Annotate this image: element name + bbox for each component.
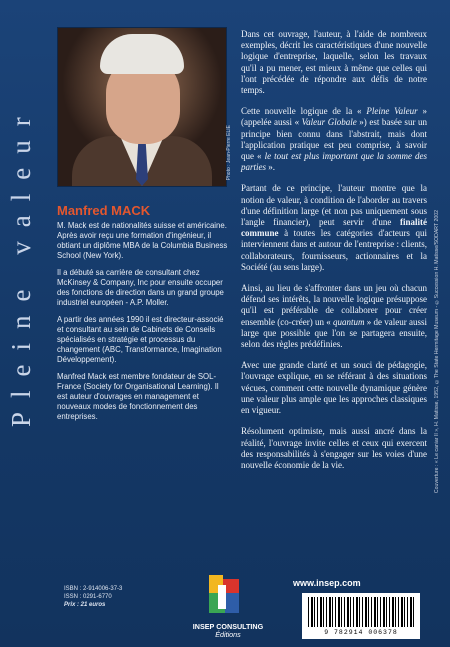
isbn-block xyxy=(64,585,122,609)
description-paragraph-1: Dans cet ouvrage, l'auteur, à l'aide de nombreux exemples, décrit les caractéristiques d'une nouvelle logique d'entreprise, laquelle, selon les travaux qu'il a pu mener, est mieux à même que celles qui l'ont précédée de répondre aux défis de notre temps. xyxy=(241,29,427,96)
photo-credit: Photo : Jean-Pierre ELIE xyxy=(226,125,232,181)
bio-paragraph: Manfred Mack est membre fondateur de SOL-France (Society for Organisational Learning). Il est auteur d'ouvrages en management et nouveaux modes de fonctionnement des entreprises. xyxy=(57,372,219,421)
description-paragraph-3 xyxy=(241,183,427,273)
barcode-number: 9 782914 006378 xyxy=(324,629,398,636)
photo-hair xyxy=(100,34,184,74)
text-run: ») est basée sur un principe bien connu dans l'abstrait, mais dont l'application pratique est peu comprise, à savoir que « xyxy=(241,117,427,162)
cover-credit: Couverture : « Le caniar II », H. Matisse, 1952, ©The State Hermitage Museum - ©Succession H. Matisse/SODART 2002 xyxy=(434,210,440,494)
text-run: » de valeur aussi large que possible que l'on se partagera ensuite, selon des règles prédéfinies. xyxy=(241,316,427,350)
text-run: Partant de ce principe, l'auteur montre que la notion de valeur, à condition de l'aborder au travers d'une définition large (et non pas uniquement sous l'angle financier), peut servir d'une xyxy=(241,183,427,228)
barcode-bars xyxy=(308,597,414,627)
text-run: ». xyxy=(266,162,276,173)
spine-title: Pleine valeur xyxy=(6,103,36,427)
author-bio xyxy=(57,221,231,429)
publisher-url: www.insep.com xyxy=(293,578,361,588)
publisher-name xyxy=(188,623,268,639)
text-run: Pleine Valeur xyxy=(366,106,418,117)
text-run: Cette nouvelle logique de la « xyxy=(241,106,367,117)
book-description xyxy=(241,29,427,481)
bio-paragraph: Il a débuté sa carrière de consultant chez McKinsey & Company, Inc pour ensuite occuper des fonctions de direction dans un grand groupe industriel européen - A.P. Moller. xyxy=(57,268,224,307)
author-photo xyxy=(57,27,227,187)
publisher-label: INSEP CONSULTING xyxy=(192,622,264,631)
editions-label: Éditions xyxy=(215,630,241,639)
vertical-title xyxy=(6,30,42,500)
issn: ISSN : 0291-6770 xyxy=(64,594,112,600)
description-paragraph-6: Résolument optimiste, mais aussi ancré dans la réalité, l'ouvrage invite celles et ceux qui exercent des responsabilités à s'engager sur les voies d'une nouvelle économie de la vie. xyxy=(241,426,427,470)
author-name: Manfred MACK xyxy=(57,203,151,218)
description-paragraph-4 xyxy=(241,283,427,350)
description-paragraph-5: Avec une grande clarté et un souci de pédagogie, l'ouvrage explique, en se référant à des situations vécues, comment cette nouvelle dynamique génère une valeur plus ample que les approches classiques en vigueur. xyxy=(241,360,427,416)
insep-logo-icon xyxy=(209,575,239,615)
bio-paragraph: M. Mack est de nationalités suisse et américaine. Après avoir reçu une formation d'ingénieur, il obtiant un diplôme MBA de la Columbia Business School (New York). xyxy=(57,221,228,260)
bio-paragraph: A partir des années 1990 il est directeur-associé et consultant au sein de Cabinets de Conseils spécialisés en stratégie et processus du changement (ABC, Transformance, Imagination Développement). xyxy=(57,315,224,364)
logo-block xyxy=(218,585,226,609)
text-run: finalité commune xyxy=(241,217,427,239)
logo-block xyxy=(225,593,239,613)
isbn: ISBN : 2-914006-37-3 xyxy=(64,586,123,592)
text-run: Valeur Globale xyxy=(301,117,357,128)
text-run: quantum xyxy=(332,316,365,327)
barcode xyxy=(302,593,420,639)
text-run: le tout est plus important que la somme des parties xyxy=(241,151,427,173)
text-run: Ainsi, au lieu de s'affronter dans un jeu où chacun défend ses intérêts, la nouvelle logique présuppose qu'il est préférable de collaborer pour créer ensemble (co-créer) un « xyxy=(241,283,427,327)
price: Prix : 21 euros xyxy=(64,602,106,608)
text-run: à toutes les catégories d'acteurs qui interviennent dans et autour de l'entreprise : clients, collaborateurs, fournisseurs, actionnaires et la Société (au sens large). xyxy=(241,228,427,272)
text-run: » (appelée aussi « xyxy=(241,106,428,128)
description-paragraph-2 xyxy=(241,106,427,173)
